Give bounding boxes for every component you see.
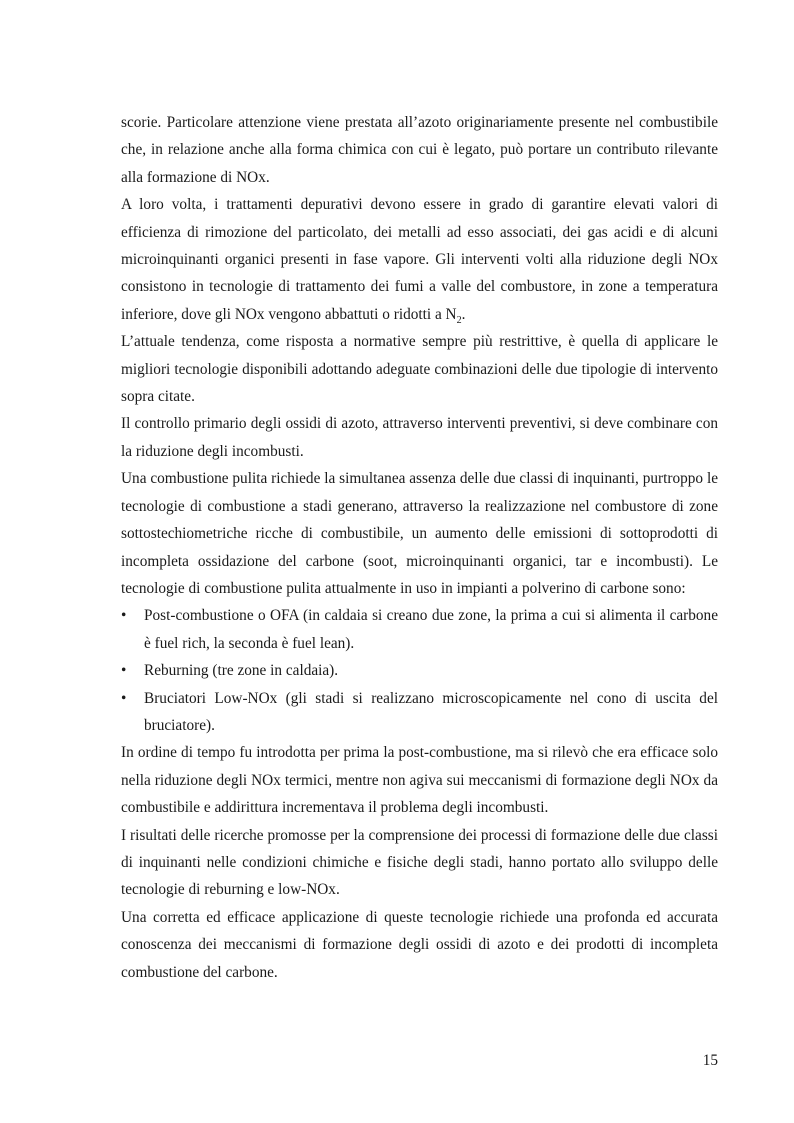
list-item <box>121 685 718 740</box>
page-body <box>121 109 718 986</box>
bullet-icon: • <box>121 607 127 625</box>
paragraph-2-text: A loro volta, i trattamenti depurativi devono essere in grado di garantire elevati valori di efficienza di rimozione del particolato, dei metalli ad esso associati, dei gas acidi e di alcuni microinquinanti organici presenti in fase vapore. Gli interventi volti alla riduzione degli NOx consistono in tecnologie di trattamento dei fumi a valle del combustore, in zone a temperatura inferiore, dove gli NOx vengono abbattuti o ridotti a N <box>121 196 718 323</box>
list-item-text: Reburning (tre zone in caldaia). <box>144 662 339 680</box>
list-item <box>121 602 718 657</box>
page-number: 15 <box>702 1052 718 1069</box>
n2-subscript: 2 <box>456 314 462 326</box>
bullet-icon: • <box>121 662 127 680</box>
list-item-text: Post-combustione o OFA (in caldaia si creano due zone, la prima a cui si alimenta il carbone è fuel rich, la seconda è fuel lean). <box>144 607 718 652</box>
paragraph-6: In ordine di tempo fu introdotta per prima la post-combustione, ma si rilevò che era efficace solo nella riduzione degli NOx termici, mentre non agiva sui meccanismi di formazione degli NOx da combustibile e addirittura incrementava il problema degli incombusti. <box>121 744 718 817</box>
bullet-icon: • <box>121 689 127 707</box>
paragraph-3: L’attuale tendenza, come risposta a normative sempre più restrittive, è quella di applicare le migliori tecnologie disponibili adottando adeguate combinazioni delle due tipologie di intervento sopra citate. <box>121 333 718 406</box>
paragraph-2 <box>121 191 718 328</box>
paragraph-7: I risultati delle ricerche promosse per la comprensione dei processi di formazione delle due classi di inquinanti nelle condizioni chimiche e fisiche degli stadi, hanno portato allo sviluppo delle tecnologie di reburning e low-NOx. <box>121 826 718 899</box>
paragraph-4: Il controllo primario degli ossidi di azoto, attraverso interventi preventivi, si deve combinare con la riduzione degli incombusti. <box>121 415 718 460</box>
paragraph-8: Una corretta ed efficace applicazione di queste tecnologie richiede una profonda ed accurata conoscenza dei meccanismi di formazione degli ossidi di azoto e dei prodotti di incompleta combustione del carbone. <box>121 908 718 981</box>
technology-list <box>121 602 718 739</box>
list-item <box>121 657 718 684</box>
paragraph-2-tail: . <box>461 305 466 323</box>
list-item-text: Bruciatori Low-NOx (gli stadi si realizzano microscopicamente nel cono di uscita del bruciatore). <box>144 689 718 734</box>
paragraph-5: Una combustione pulita richiede la simultanea assenza delle due classi di inquinanti, purtroppo le tecnologie di combustione a stadi generano, attraverso la realizzazione nel combustore di zone sottostechiometriche ricche di combustibile, un aumento delle emissioni di sottoprodotti di incompleta ossidazione del carbone (soot, microinquinanti organici, tar e incombusti). Le tecnologie di combustione pulita attualmente in uso in impianti a polverino di carbone sono: <box>121 470 718 597</box>
paragraph-1: scorie. Particolare attenzione viene prestata all’azoto originariamente presente nel combustibile che, in relazione anche alla forma chimica con cui è legato, può portare un contributo rilevante alla formazione di NOx. <box>121 114 718 186</box>
